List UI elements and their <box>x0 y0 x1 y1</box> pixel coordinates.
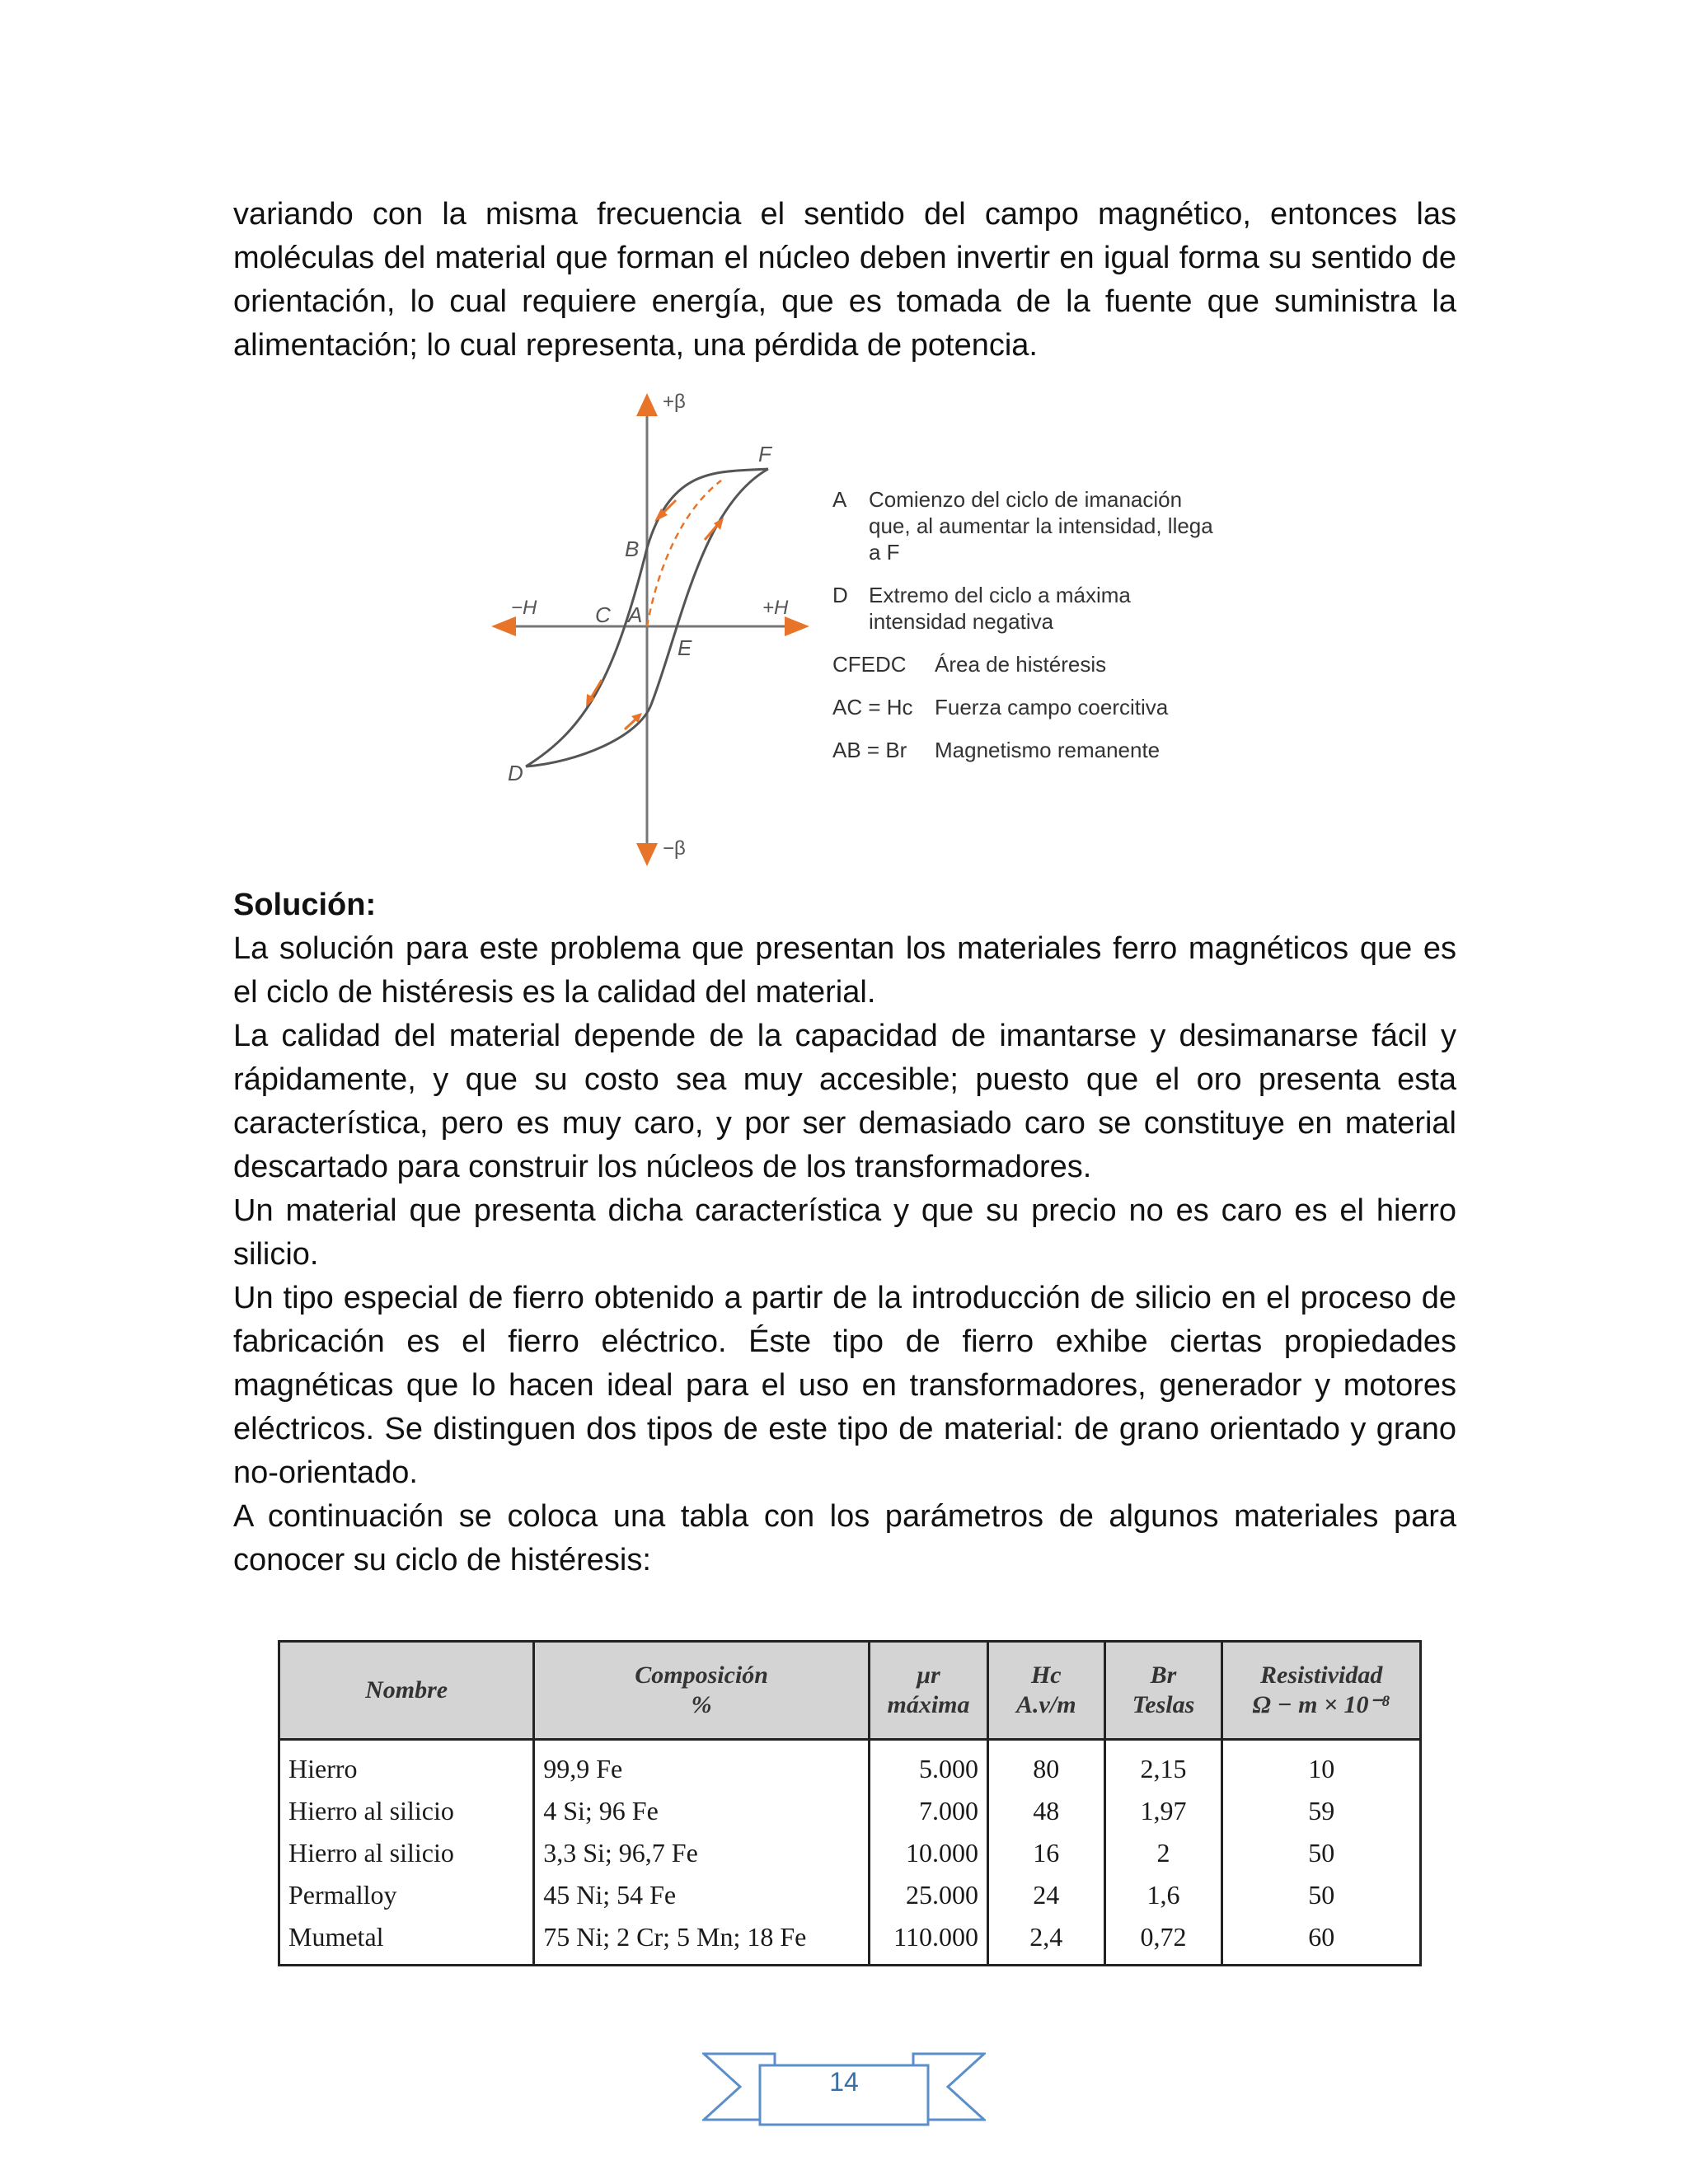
header-hc <box>987 1642 1104 1740</box>
header-br <box>1104 1642 1222 1740</box>
cell-composicion: 99,9 Fe <box>534 1740 870 1790</box>
legend-desc: Fuerza campo coercitiva <box>935 695 1169 719</box>
cell-nombre: Permalloy <box>279 1873 534 1915</box>
point-label-f: F <box>758 442 771 466</box>
axis-arrow-down-icon <box>636 843 658 866</box>
materials-table-wrap <box>278 1640 1422 1966</box>
cell-resistividad: 50 <box>1222 1873 1421 1915</box>
table-row <box>279 1873 1421 1915</box>
cell-mu: 110.000 <box>870 1915 988 1966</box>
cell-composicion: 45 Ni; 54 Fe <box>534 1873 870 1915</box>
legend-row <box>832 737 1220 763</box>
header-line: % <box>691 1691 712 1718</box>
cell-resistividad: 50 <box>1222 1831 1421 1873</box>
header-line: μr <box>917 1661 940 1689</box>
header-line: Ω − m × 10⁻⁸ <box>1252 1691 1390 1718</box>
legend-key: A <box>832 487 847 512</box>
table-row <box>279 1831 1421 1873</box>
axis-label-top: +β <box>663 391 686 413</box>
cell-br: 2,15 <box>1104 1740 1222 1790</box>
point-label-a: A <box>628 602 643 627</box>
cell-br: 1,97 <box>1104 1789 1222 1831</box>
header-line: máxima <box>887 1691 970 1718</box>
cell-br: 1,6 <box>1104 1873 1222 1915</box>
legend-row <box>832 582 1220 635</box>
axis-label-left: −H <box>511 597 537 619</box>
cell-mu: 10.000 <box>870 1831 988 1873</box>
cell-hc: 48 <box>987 1789 1104 1831</box>
legend-row <box>832 486 1220 565</box>
cell-mu: 7.000 <box>870 1789 988 1831</box>
cell-composicion: 75 Ni; 2 Cr; 5 Mn; 18 Fe <box>534 1915 870 1966</box>
header-line: A.v/m <box>1016 1691 1076 1718</box>
table-row <box>279 1740 1421 1790</box>
solution-paragraph: La solución para este problema que presentan los materiales ferro magnéticos que es el ciclo de histéresis es la calidad del material. <box>233 931 1456 1010</box>
header-line: Resistividad <box>1260 1661 1383 1689</box>
cell-composicion: 3,3 Si; 96,7 Fe <box>534 1831 870 1873</box>
axis-arrow-right-icon <box>785 616 809 636</box>
legend-key: AB = Br <box>832 738 907 762</box>
page-number-banner <box>702 2044 986 2135</box>
cell-resistividad: 10 <box>1222 1740 1421 1790</box>
cell-nombre: Hierro <box>279 1740 534 1790</box>
page-number: 14 <box>829 2067 859 2097</box>
hysteresis-diagram <box>486 383 849 878</box>
cell-resistividad: 59 <box>1222 1789 1421 1831</box>
axis-label-bottom: −β <box>663 837 686 860</box>
legend-key: AC = Hc <box>832 695 913 719</box>
header-line: Br <box>1150 1661 1177 1689</box>
table-row <box>279 1915 1421 1966</box>
cell-nombre: Hierro al silicio <box>279 1831 534 1873</box>
legend-desc: Magnetismo remanente <box>935 738 1160 762</box>
cell-composicion: 4 Si; 96 Fe <box>534 1789 870 1831</box>
solution-paragraph: A continuación se coloca una tabla con los parámetros de algunos materiales para conocer su ciclo de histéresis: <box>233 1499 1456 1577</box>
cell-mu: 25.000 <box>870 1873 988 1915</box>
figure-legend <box>832 486 1220 780</box>
hysteresis-figure <box>486 383 1212 878</box>
point-label-c: C <box>595 602 611 627</box>
header-line: Composición <box>635 1661 768 1689</box>
solution-paragraph: Un tipo especial de fierro obtenido a partir de la introducción de silicio en el proceso de fabricación es el fierro eléctrico. Éste tipo de fierro exhibe ciertas propiedades magnéticas que lo hacen ideal para el uso en transformadores, generador y motores eléctricos. Se distinguen dos tipos de este tipo de material: de grano orientado y grano no-orientado. <box>233 1281 1456 1490</box>
axis-arrow-left-icon <box>491 616 516 636</box>
cell-resistividad: 60 <box>1222 1915 1421 1966</box>
header-resistividad <box>1222 1642 1421 1740</box>
axis-label-right: +H <box>762 597 789 619</box>
header-composicion <box>534 1642 870 1740</box>
cell-br: 0,72 <box>1104 1915 1222 1966</box>
point-label-e: E <box>678 635 692 660</box>
table-header-row <box>279 1642 1421 1740</box>
cell-hc: 16 <box>987 1831 1104 1873</box>
header-line: Nombre <box>365 1676 448 1704</box>
solution-paragraph: Un material que presenta dicha característica y que su precio no es caro es el hierro silicio. <box>233 1193 1456 1272</box>
legend-desc: Extremo del ciclo a máxima intensidad negativa <box>869 583 1131 634</box>
solution-heading: Solución: <box>233 888 377 922</box>
legend-key: D <box>832 583 848 607</box>
header-line: Hc <box>1030 1661 1062 1689</box>
cell-hc: 80 <box>987 1740 1104 1790</box>
header-nombre <box>279 1642 534 1740</box>
legend-key: CFEDC <box>832 652 907 677</box>
cell-hc: 2,4 <box>987 1915 1104 1966</box>
legend-row <box>832 651 1220 677</box>
axis-arrow-up-icon <box>636 393 658 416</box>
legend-desc: Comienzo del ciclo de imanación que, al aumentar la intensidad, llega a F <box>869 487 1213 565</box>
point-label-b: B <box>625 537 640 561</box>
header-mu <box>870 1642 988 1740</box>
cell-mu: 5.000 <box>870 1740 988 1790</box>
materials-table <box>278 1640 1422 1966</box>
legend-row <box>832 694 1220 720</box>
legend-desc: Área de histéresis <box>935 652 1107 677</box>
table-row <box>279 1789 1421 1831</box>
intro-text: variando con la misma frecuencia el sentido del campo magnético, entonces las moléculas del material que forman el núcleo deben invertir en igual forma su sentido de orientación, lo cual requiere energía, que es tomada de la fuente que suministra la alimentación; lo cual representa, una pérdida de potencia. <box>233 197 1456 363</box>
header-line: Teslas <box>1132 1691 1195 1718</box>
cell-nombre: Hierro al silicio <box>279 1789 534 1831</box>
intro-paragraph <box>233 193 1456 368</box>
cell-hc: 24 <box>987 1873 1104 1915</box>
solution-paragraph: La calidad del material depende de la capacidad de imantarse y desimanarse fácil y rápidamente, y que su costo sea muy accesible; puesto que el oro presenta esta característica, pero es muy caro, y por ser demasiado caro se constituye en material descartado para construir los núcleos de los transformadores. <box>233 1019 1456 1184</box>
cell-br: 2 <box>1104 1831 1222 1873</box>
point-label-d: D <box>508 761 523 785</box>
solution-section <box>233 883 1456 1582</box>
cell-nombre: Mumetal <box>279 1915 534 1966</box>
